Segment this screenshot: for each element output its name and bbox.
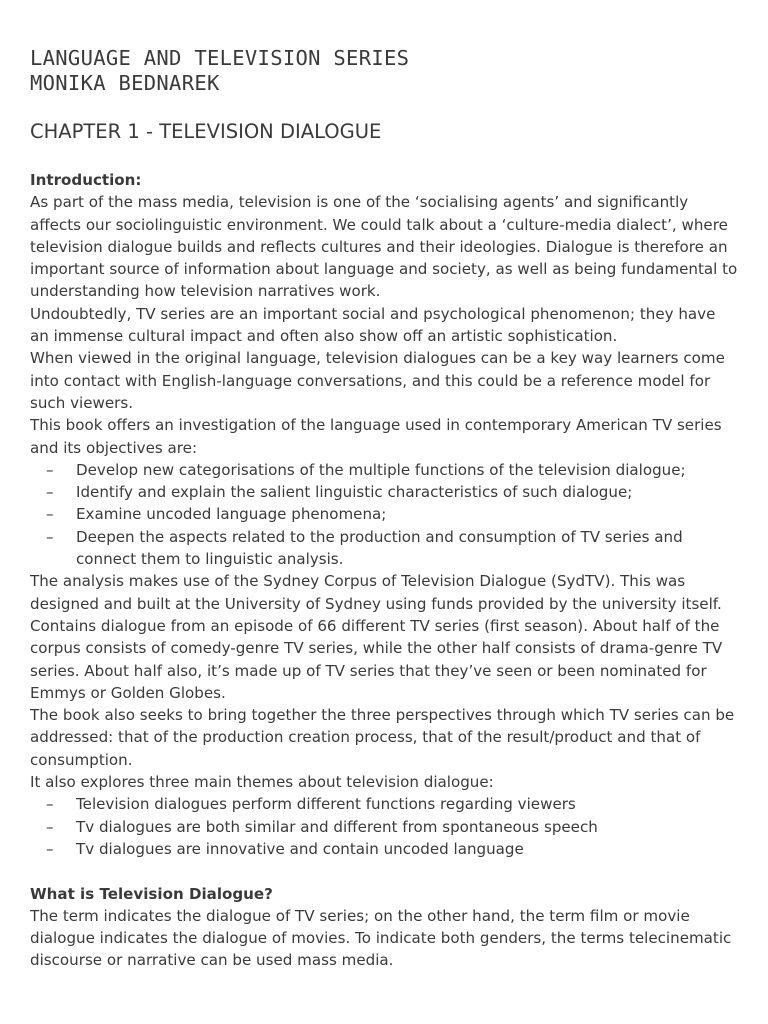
dash-marker: – [46, 483, 54, 502]
list-item [30, 481, 738, 503]
dash-marker: – [46, 817, 54, 836]
analysis-paragraph-1: The analysis makes use of the Sydney Corpus of Television Dialogue (SydTV). This was designed and built at the University of Sydney using funds provided by the university itself. Contains dialogue from an episode of 66 different TV series (first season). About half of the corpus consists of comedy-genre TV series, while the other half consists of drama-genre TV series. About half also, it’s made up of TV series that they’ve seen or been nominated for Emmys or Golden Globes. [30, 572, 723, 702]
chapter-heading: CHAPTER 1 - TELEVISION DIALOGUE [30, 120, 382, 143]
list-item [30, 816, 738, 838]
intro-paragraph-4: This book offers an investigation of the language used in contemporary American TV series and its objectives are: [30, 416, 722, 457]
list-item [30, 526, 738, 571]
list-item-text: Examine uncoded language phenomena; [76, 505, 387, 524]
list-item-text: Develop new categorisations of the multiple functions of the television dialogue; [76, 460, 686, 479]
document-body [30, 169, 738, 972]
list-item [30, 838, 738, 860]
dash-marker: – [46, 839, 54, 858]
intro-paragraph-3: When viewed in the original language, television dialogues can be a key way learners come into contact with English-language conversations, and this could be a reference model for such viewers. [30, 349, 725, 412]
spacer [30, 860, 738, 882]
book-author: MONIKA BEDNAREK [30, 71, 220, 95]
what-is-heading: What is Television Dialogue? [30, 884, 273, 903]
analysis-paragraph-2: The book also seeks to bring together the three perspectives through which TV series can be addressed: that of the production creation process, that of the result/product and that of consumption. [30, 706, 735, 769]
objectives-list [30, 459, 738, 570]
intro-paragraph-2: Undoubtedly, TV series are an important social and psychological phenomenon; they have an immense cultural impact and often also show off an artistic sophistication. [30, 304, 716, 346]
list-item [30, 793, 738, 815]
list-item-text: Television dialogues perform different functions regarding viewers [76, 795, 576, 814]
list-item-text: Tv dialogues are both similar and different from spontaneous speech [76, 817, 598, 836]
list-item-text: Deepen the aspects related to the production and consumption of TV series and connect them to linguistic analysis. [76, 527, 683, 569]
introduction-heading: Introduction: [30, 171, 142, 189]
what-is-paragraph: The term indicates the dialogue of TV series; on the other hand, the term film or movie dialogue indicates the dialogue of movies. To indicate both genders, the terms telecinematic discourse or narrative can be used mass media. [30, 906, 732, 970]
list-item-text: Tv dialogues are innovative and contain uncoded language [76, 839, 524, 858]
intro-paragraph-1: As part of the mass media, television is one of the ‘socialising agents’ and significantly affects our sociolinguistic environment. We could talk about a ‘culture-media dialect’, where television dialogue builds and reflects cultures and their ideologies. Dialogue is therefore an important source of information about language and society, as well as being fundamental to understanding how television narratives work. [30, 193, 738, 301]
dash-marker: – [46, 505, 54, 524]
list-item [30, 459, 738, 481]
dash-marker: – [46, 527, 54, 546]
dash-marker: – [46, 460, 54, 479]
dash-marker: – [46, 795, 54, 814]
list-item [30, 503, 738, 525]
themes-list [30, 793, 738, 860]
analysis-paragraph-3: It also explores three main themes about television dialogue: [30, 773, 494, 792]
list-item-text: Identify and explain the salient linguistic characteristics of such dialogue; [76, 483, 633, 502]
book-title: LANGUAGE AND TELEVISION SERIES [30, 46, 410, 70]
